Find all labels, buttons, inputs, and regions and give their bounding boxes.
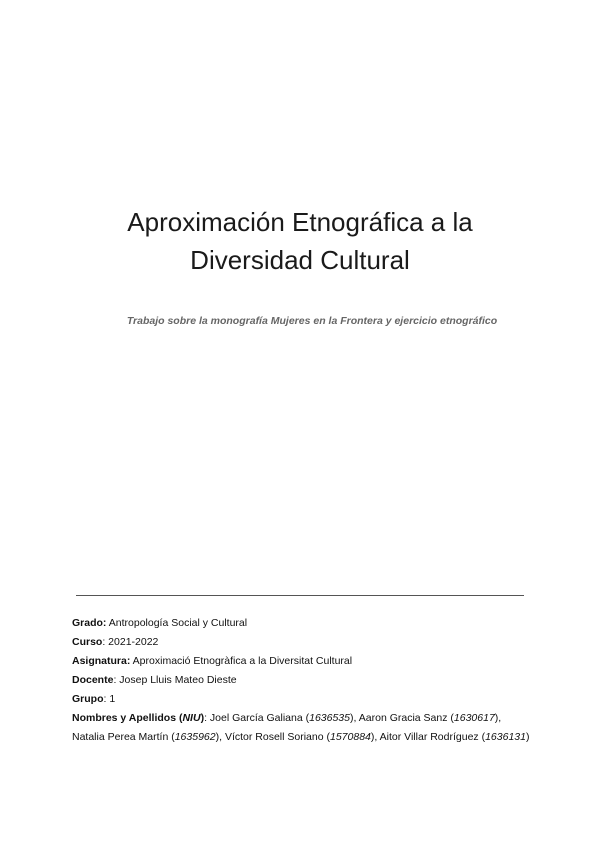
asignatura-label: Asignatura: (72, 655, 131, 667)
grupo-value: : 1 (103, 693, 116, 705)
grado-label: Grado: (72, 617, 107, 629)
author-sep: ), (494, 712, 502, 724)
subtitle-work-title: Mujeres en la Frontera (270, 315, 383, 327)
nombres-label-text: Nombres y Apellidos ( (72, 712, 183, 724)
document-title (0, 203, 600, 279)
grado-row (72, 614, 532, 633)
asignatura-value: Aproximació Etnogràfica a la Diversitat Cultural (130, 655, 353, 667)
asignatura-row (72, 652, 532, 671)
author-item (225, 731, 380, 743)
grupo-label: Grupo (72, 693, 104, 705)
author-sep: ), (215, 731, 225, 743)
subtitle-suffix: y ejercicio etnográfico (382, 315, 498, 327)
author-sep: ), (350, 712, 359, 724)
author-niu: 1630617 (453, 712, 495, 724)
nombres-label (72, 712, 204, 724)
author-name: Natalia Perea Martín ( (72, 731, 175, 743)
author-name: Víctor Rosell Soriano ( (224, 731, 330, 743)
author-item (72, 731, 225, 743)
horizontal-divider (76, 595, 524, 596)
title-line-1: Aproximación Etnográfica a la (127, 207, 473, 237)
author-name: Aaron Gracia Sanz ( (358, 712, 454, 724)
grado-value: Antropología Social y Cultural (106, 617, 248, 629)
curso-value: : 2021-2022 (102, 636, 159, 648)
curso-label: Curso (72, 636, 103, 648)
author-niu: 1636535 (309, 712, 350, 724)
grupo-row (72, 690, 532, 709)
nombres-label-end: ) (200, 712, 205, 724)
author-sep: ), (370, 731, 380, 743)
author-sep: ) (525, 731, 530, 743)
author-item (359, 712, 501, 724)
author-niu: 1635962 (174, 731, 216, 743)
info-block (72, 614, 532, 747)
author-name: Aitor Villar Rodríguez ( (379, 731, 486, 743)
docente-value: : Josep Lluis Mateo Dieste (113, 674, 237, 686)
document-subtitle (0, 315, 600, 327)
author-name: : Joel García Galiana ( (204, 712, 310, 724)
docente-label: Docente (72, 674, 114, 686)
author-item (380, 731, 530, 743)
title-line-2: Diversidad Cultural (190, 245, 410, 275)
author-niu: 1636131 (485, 731, 526, 743)
subtitle-prefix: Trabajo sobre la monografía (126, 315, 271, 327)
author-niu: 1570884 (330, 731, 371, 743)
nombres-row (72, 709, 532, 747)
author-item (204, 712, 359, 724)
docente-row (72, 671, 532, 690)
curso-row (72, 633, 532, 652)
niu-label: NIU (182, 712, 201, 724)
